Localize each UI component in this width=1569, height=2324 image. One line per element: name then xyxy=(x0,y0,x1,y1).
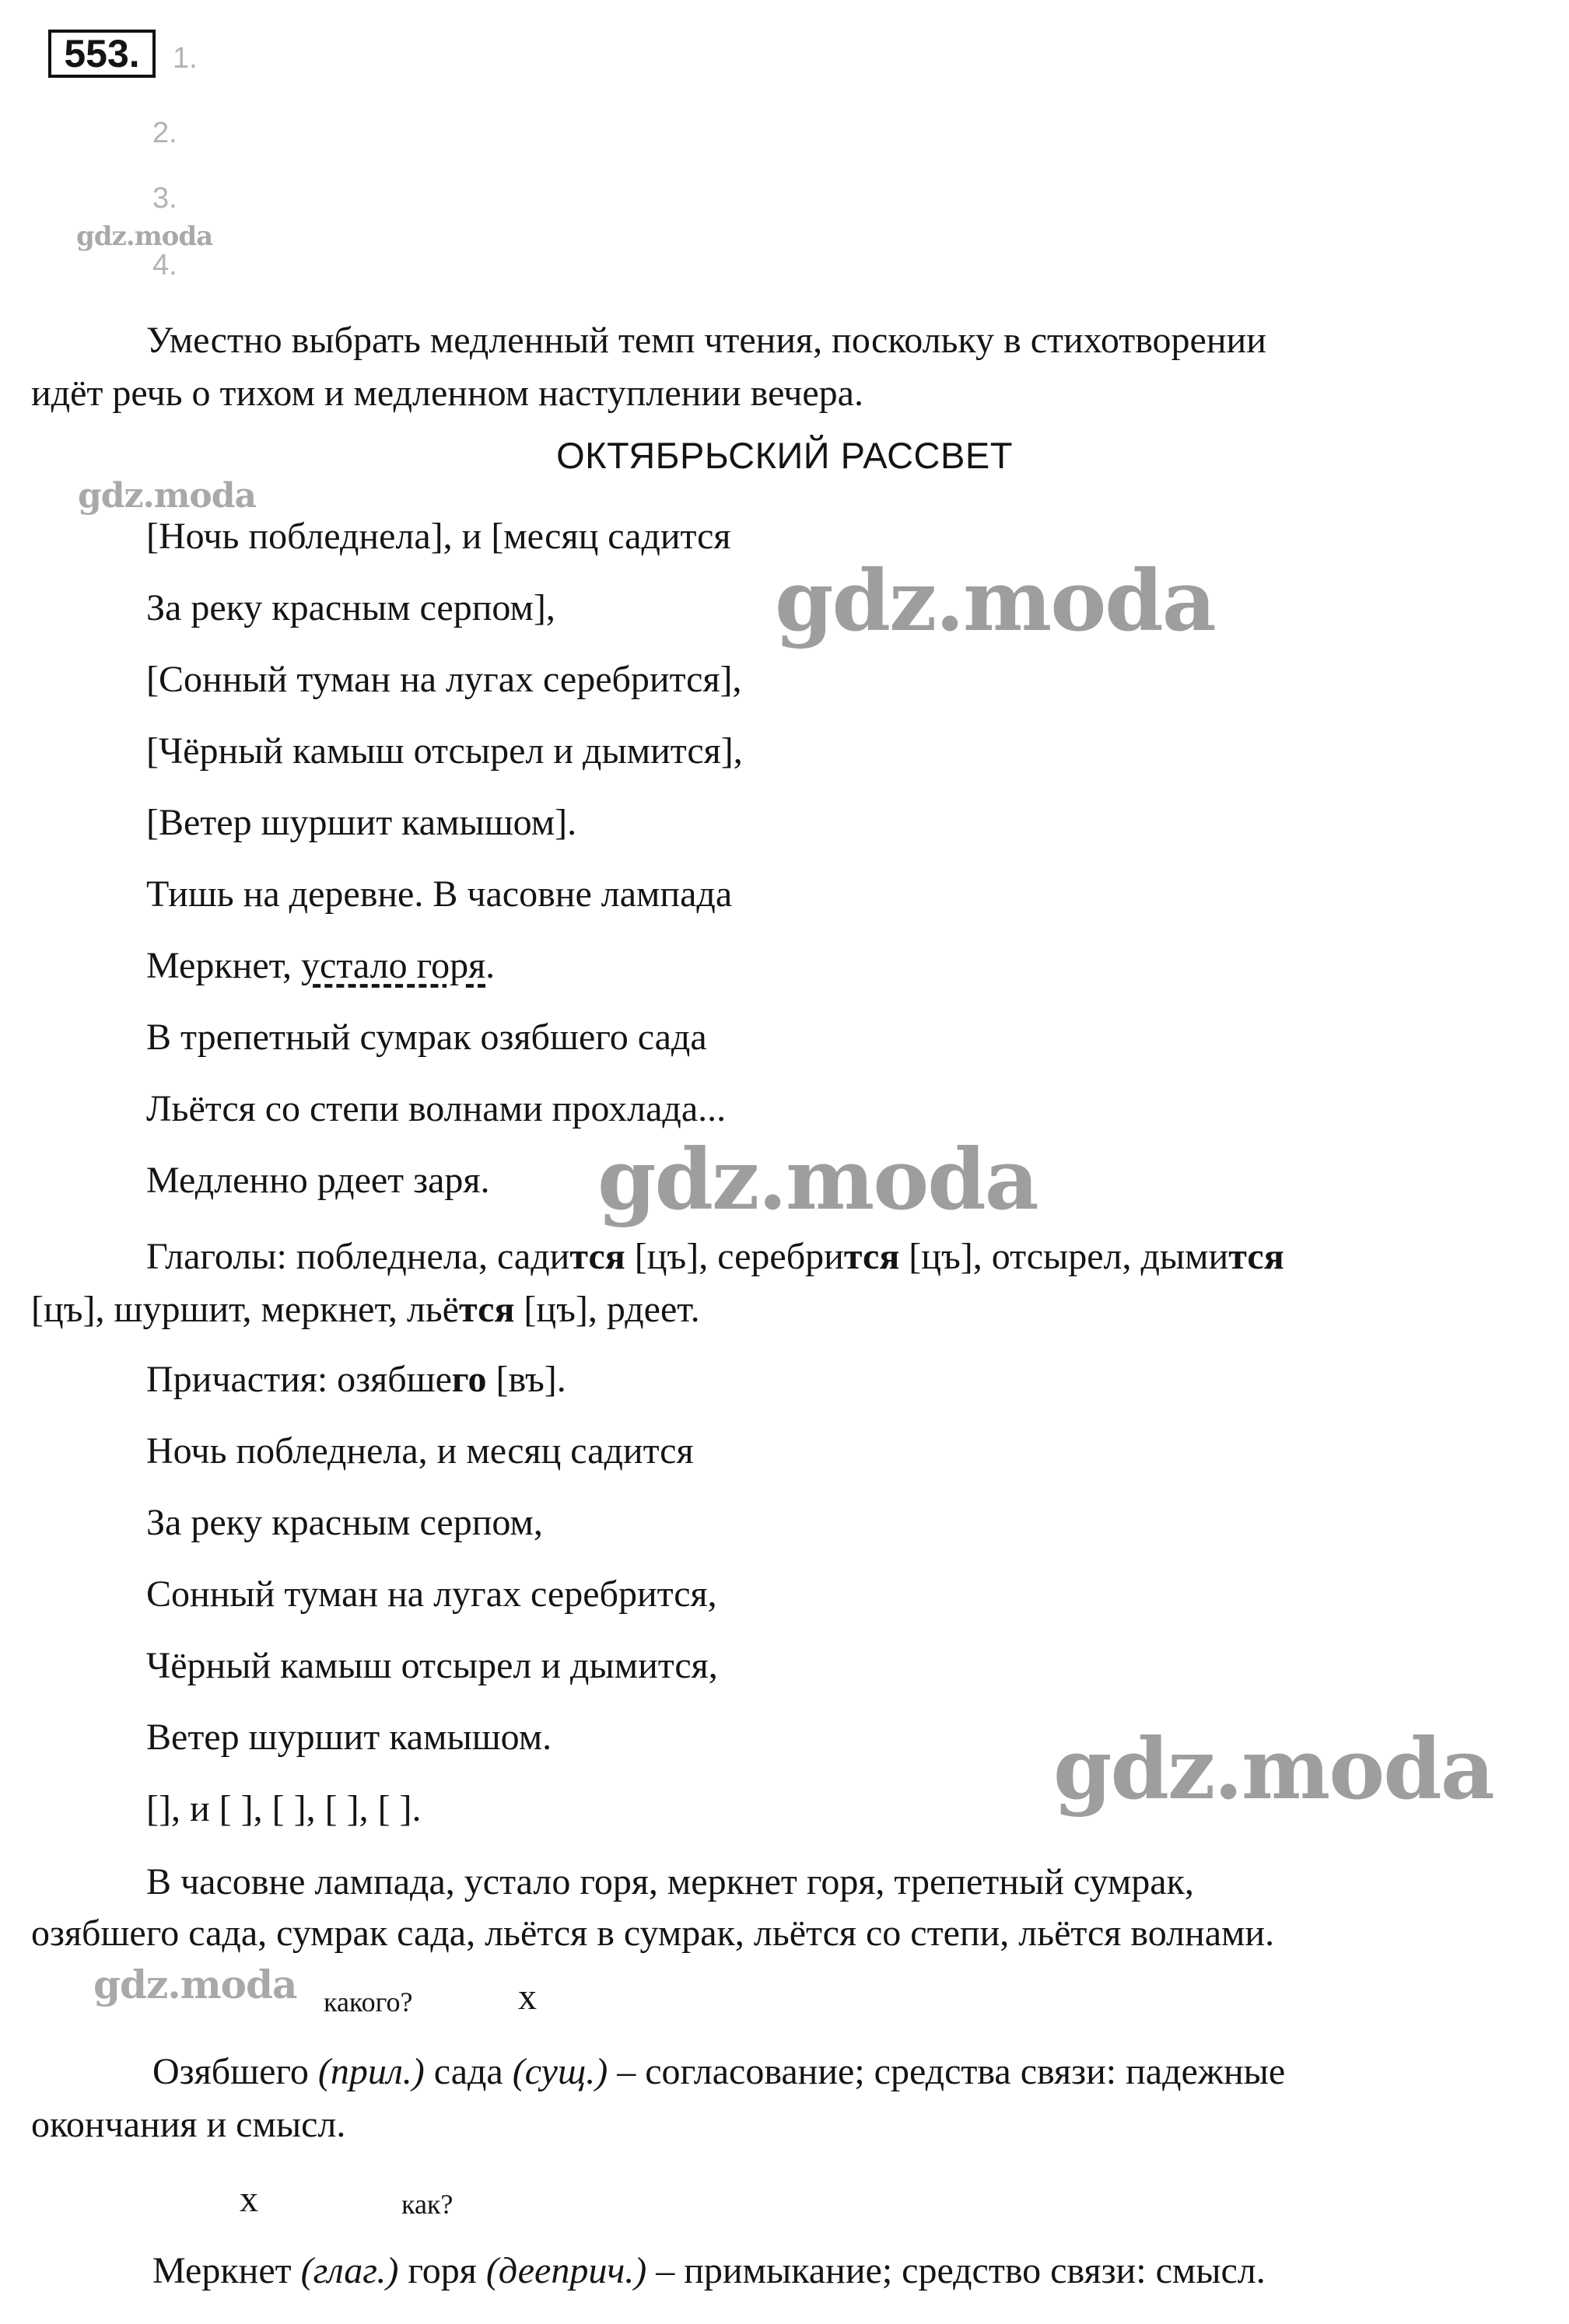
poem-title: ОКТЯБРЬСКИЙ РАССВЕТ xyxy=(556,435,1013,476)
verbs-text: Глаголы: побледнела, сади xyxy=(146,1236,570,1277)
watermark-large: gdz.moda xyxy=(1053,1720,1494,1818)
watermark-small: gdz.moda xyxy=(76,221,213,252)
verbs-line-2 xyxy=(31,1286,700,1333)
verbs-text: [цъ], серебри xyxy=(625,1236,844,1277)
poem-plain-line: Сонный туман на лугах серебрится, xyxy=(146,1573,717,1615)
list-number-4: 4. xyxy=(152,249,177,282)
cross-mark: x xyxy=(518,1976,537,2018)
verbs-line-1 xyxy=(146,1234,1284,1280)
verb-ending: тся xyxy=(1228,1236,1284,1277)
poem-line: За реку красным серпом], xyxy=(146,587,555,628)
analysis-line-2: окончания и смысл. xyxy=(31,2104,346,2145)
poem-line xyxy=(146,943,495,989)
part-of-speech: (дееприч.) xyxy=(485,2250,647,2291)
part-of-speech: (глаг.) xyxy=(300,2250,399,2291)
intro-line-2: идёт речь о тихом и медленном наступлении вечера. xyxy=(31,373,863,414)
part-of-speech: (прил.) xyxy=(317,2051,425,2092)
poem-line: Медленно рдеет заря. xyxy=(146,1160,490,1201)
verb-ending: тся xyxy=(843,1236,900,1277)
poem-line: В трепетный сумрак озябшего сада xyxy=(146,1017,707,1058)
poem-line: [Ветер шуршит камышом]. xyxy=(146,802,577,843)
analysis-text: сада xyxy=(424,2051,513,2092)
verb-ending: тся xyxy=(458,1289,515,1330)
analysis-line-1 xyxy=(152,2049,1285,2095)
poem-plain-line: Ночь побледнела, и месяц садится xyxy=(146,1430,694,1472)
analysis-text: Озябшего xyxy=(152,2051,318,2092)
list-number-1: 1. xyxy=(173,42,198,75)
part-of-speech: (сущ.) xyxy=(512,2051,608,2092)
analysis-line-3 xyxy=(152,2248,1266,2294)
poem-text: . xyxy=(485,945,496,986)
analysis-text: – примыкание; средство связи: смысл. xyxy=(646,2250,1266,2291)
verbs-text: [цъ], отсырел, дыми xyxy=(899,1236,1229,1277)
analysis-text: – согласование; средства связи: падежные xyxy=(608,2051,1286,2092)
cross-mark: x xyxy=(240,2179,258,2220)
poem-plain-line: За реку красным серпом, xyxy=(146,1502,543,1543)
intro-line-1: Уместно выбрать медленный темп чтения, поскольку в стихотворении xyxy=(146,320,1266,361)
watermark-large: gdz.moda xyxy=(597,1131,1038,1229)
list-number-2: 2. xyxy=(152,117,177,149)
watermark-large: gdz.moda xyxy=(775,552,1215,650)
participles-text: [въ]. xyxy=(486,1359,566,1400)
verb-ending: тся xyxy=(569,1236,625,1277)
verbs-text: [цъ], рдеет. xyxy=(514,1289,700,1330)
list-number-3: 3. xyxy=(152,182,177,215)
sentence-scheme: [], и [ ], [ ], [ ], [ ]. xyxy=(146,1788,422,1829)
participles-line xyxy=(146,1356,566,1403)
verbs-text: [цъ], шуршит, меркнет, льё xyxy=(31,1289,459,1330)
watermark-small: gdz.moda xyxy=(78,476,257,516)
gerund-phrase: устало горя xyxy=(301,945,486,986)
exercise-number: 553. xyxy=(48,30,156,78)
question-label: какого? xyxy=(324,1986,413,2018)
participles-text: Причастия: озябше xyxy=(146,1359,452,1400)
poem-line: Тишь на деревне. В часовне лампада xyxy=(146,873,733,915)
question-label: как? xyxy=(401,2189,454,2220)
watermark-small: gdz.moda xyxy=(93,1962,297,2007)
analysis-text: горя xyxy=(398,2250,486,2291)
poem-plain-line: Чёрный камыш отсырел и дымится, xyxy=(146,1645,718,1686)
phrases-line-1: В часовне лампада, устало горя, меркнет горя, трепетный сумрак, xyxy=(146,1861,1194,1902)
poem-line: [Сонный туман на лугах серебрится], xyxy=(146,659,742,700)
participle-ending: го xyxy=(451,1359,487,1400)
poem-line: [Чёрный камыш отсырел и дымится], xyxy=(146,730,743,772)
phrases-line-2: озябшего сада, сумрак сада, льётся в сумрак, льётся со степи, льётся волнами. xyxy=(31,1913,1275,1954)
poem-line: [Ночь побледнела], и [месяц садится xyxy=(146,516,731,557)
poem-plain-line: Ветер шуршит камышом. xyxy=(146,1717,552,1758)
poem-line: Льётся со степи волнами прохлада... xyxy=(146,1088,727,1129)
analysis-text: Меркнет xyxy=(152,2250,301,2291)
poem-text: Меркнет, xyxy=(146,945,302,986)
